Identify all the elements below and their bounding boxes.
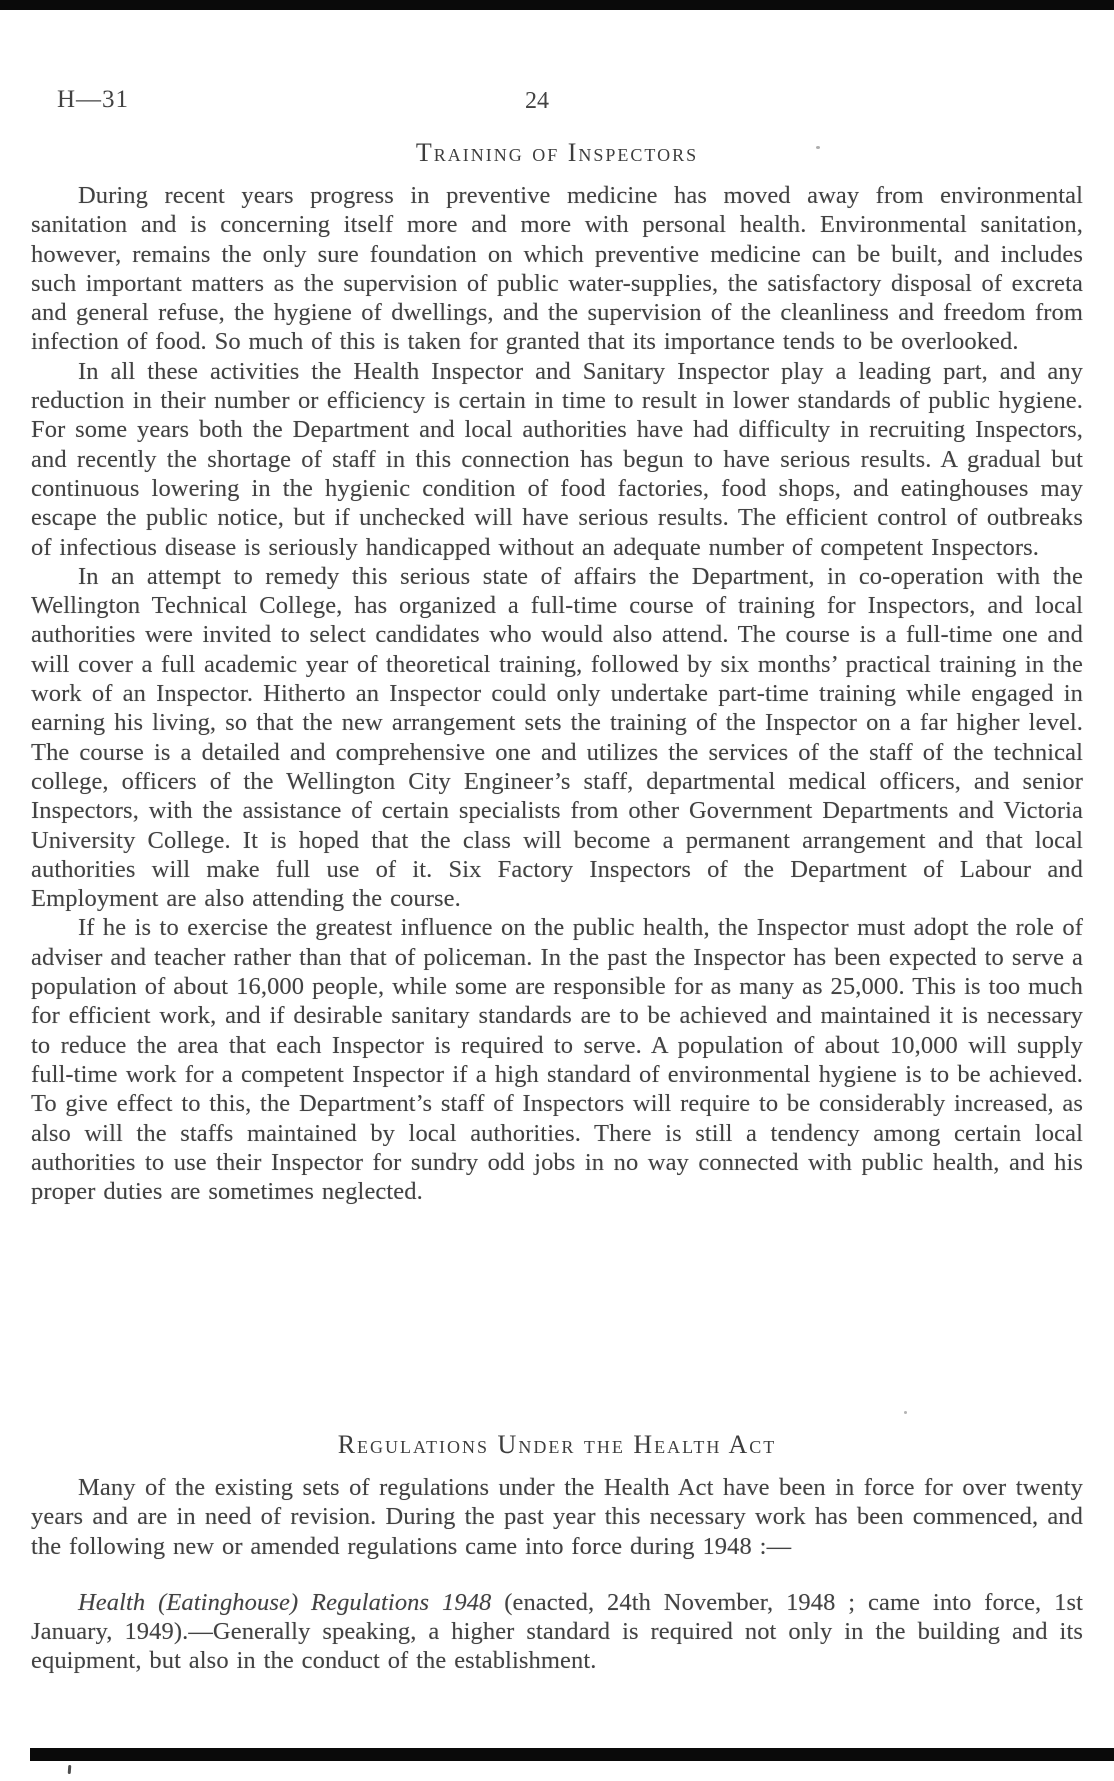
regulation-paragraph xyxy=(31,1588,1083,1676)
scan-speck xyxy=(68,1765,72,1774)
paragraph: During recent years progress in preventive medicine has moved away from environmental sanitation and is concerning itself more and more with personal health. Environmental sanitation, however, remains the only sure foundation on which preventive medicine can be built, and includes such important matters as the supervision of public water-supplies, the satisfactory disposal of excreta and general refuse, the hygiene of dwellings, and the supervision of the cleanliness and freedom from infection of food. So much of this is taken for granted that its importance tends to be overlooked. xyxy=(31,182,1083,356)
regulation-text: (enacted, 24th November, 1948 ; came into force, 1st January, 1949).—Generally speaking, a higher standard is required not only in the building and its equipment, but also in the conduct of the establishment. xyxy=(31,1588,1083,1675)
paragraph: In all these activities the Health Inspector and Sanitary Inspector play a leading part, and any reduction in their number or efficiency is certain in time to result in lower standards of public hygiene. For some years both the Department and local authorities have had difficulty in recruiting Inspectors, and recently the shortage of staff in this connection has begun to have serious results. A gradual but continuous lowering in the hygienic condition of food factories, food shops, and eatinghouses may escape the public notice, but if unchecked will have serious results. The efficient control of outbreaks of infectious disease is seriously handicapped without an adequate number of competent Inspectors. xyxy=(31,357,1083,561)
scan-edge-artifact-top xyxy=(0,0,1114,10)
paragraph: In an attempt to remedy this serious state of affairs the Department, in co-operation with the Wellington Technical College, has organized a full-time course of training for Inspectors, and local authorities were invited to select candidates who would also attend. The course is a full-time one and will cover a full academic year of theoretical training, followed by six months’ practical training in the work of an Inspector. Hitherto an Inspector could only undertake part-time training while engaged in earning his living, so that the new arrangement sets the training of the Inspector on a far higher level. The course is a detailed and comprehensive one and utilizes the services of the staff of the technical college, officers of the Wellington City Engineer’s staff, departmental medical officers, and senior Inspectors, with the assistance of certain specialists from other Government Departments and Victoria University College. It is hoped that the class will become a permanent arrangement and that local authorities will make full use of it. Six Factory Inspectors of the Department of Labour and Employment are also attending the course. xyxy=(31,562,1083,913)
regulation-title: Health (Eatinghouse) Regulations 1948 xyxy=(78,1588,492,1616)
paragraph: Many of the existing sets of regulations under the Health Act have been in force for over twenty years and are in need of revision. During the past year this necessary work has been commenced, and the following new or amended regulations came into force during 1948 :— xyxy=(31,1474,1083,1560)
section-heading-training-of-inspectors: Training of Inspectors xyxy=(415,138,699,167)
page-number: 24 xyxy=(525,88,549,114)
scan-speck xyxy=(816,146,820,149)
report-code: H—31 xyxy=(57,86,130,113)
section-regulations-under-health-act xyxy=(31,1430,1083,1676)
section-heading-regulations: Regulations Under the Health Act xyxy=(337,1430,777,1459)
page-header xyxy=(0,86,1114,116)
scan-speck xyxy=(904,1411,907,1414)
section-training-of-inspectors xyxy=(31,138,1083,1206)
scan-edge-artifact-bottom xyxy=(30,1748,1114,1761)
paragraph: If he is to exercise the greatest influence on the public health, the Inspector must adopt the role of adviser and teacher rather than that of policeman. In the past the Inspector has been expected to serve a population of about 16,000 people, while some are responsible for as many as 25,000. This is too much for efficient work, and if desirable sanitary standards are to be achieved and maintained it is necessary to reduce the area that each Inspector is required to serve. A population of about 10,000 will supply full-time work for a competent Inspector if a high standard of environmental hygiene is to be achieved. To give effect to this, the Department’s staff of Inspectors will require to be considerably increased, as also will the staffs maintained by local authorities. There is still a tendency among certain local authorities to use their Inspector for sundry odd jobs in no way connected with public health, and his proper duties are sometimes neglected. xyxy=(31,914,1083,1206)
